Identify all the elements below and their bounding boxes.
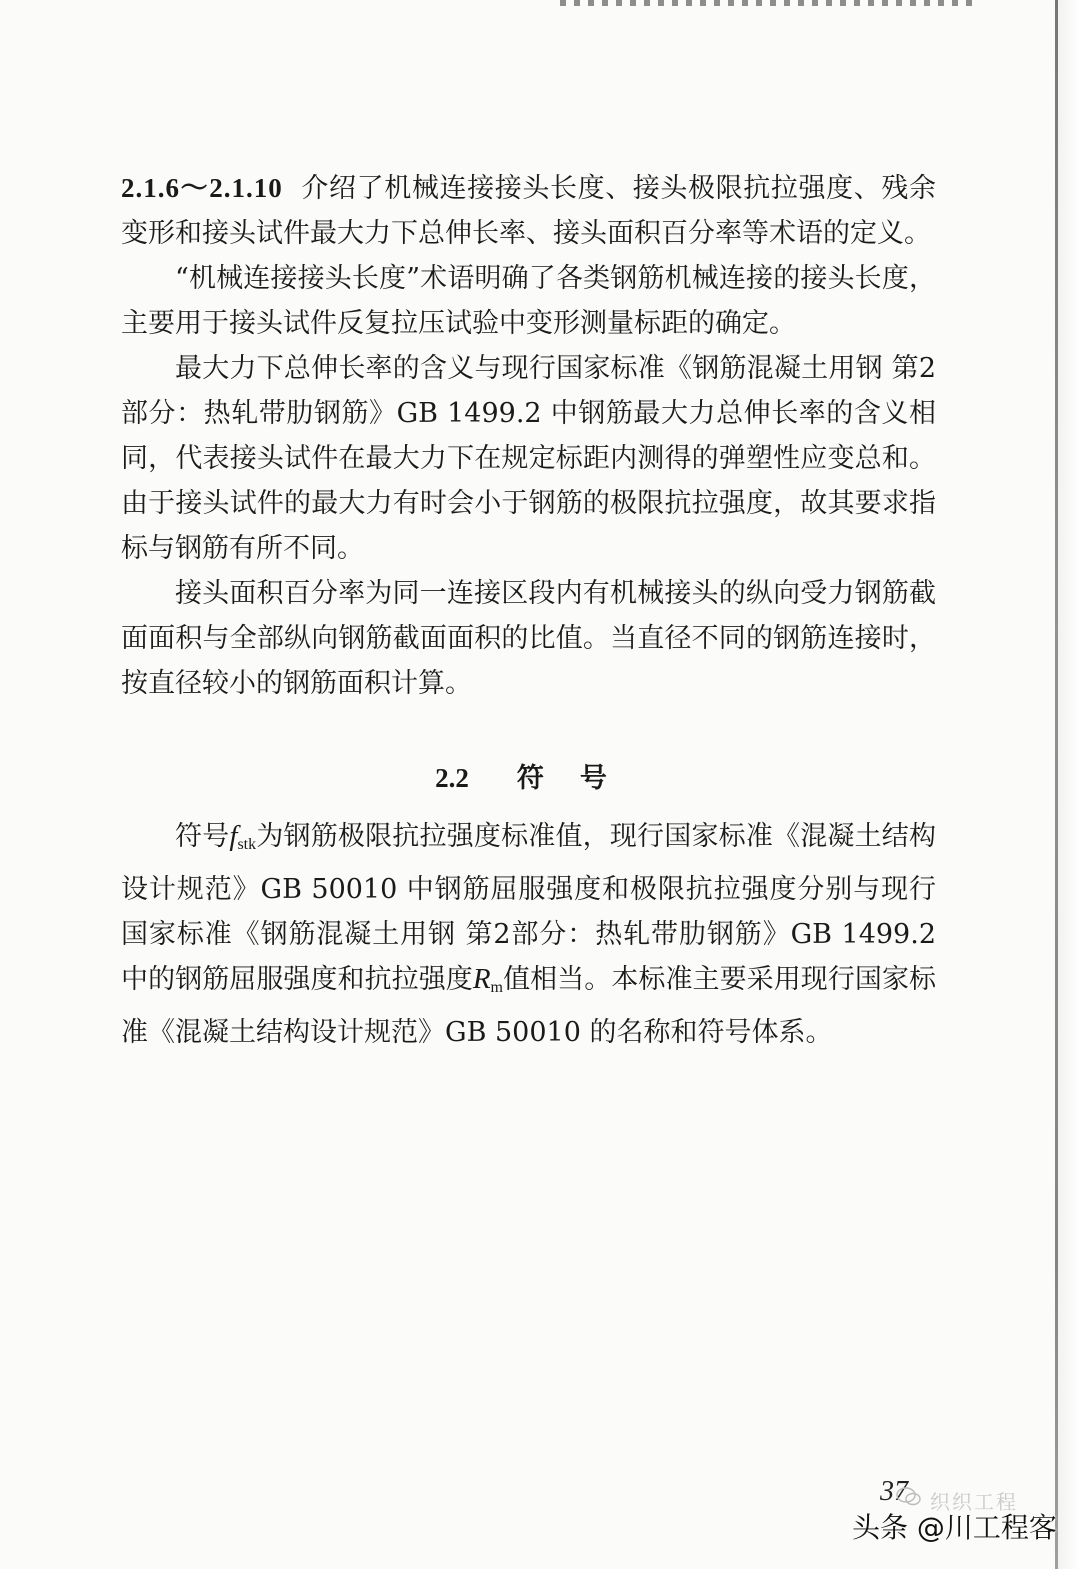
symbol-f-subscript: stk — [237, 836, 257, 853]
watermark-text: 头条 @川工程客 — [852, 1511, 1057, 1544]
symbols-block — [121, 814, 936, 1055]
scan-margin-right — [1058, 0, 1080, 1569]
symbol-r: R — [472, 963, 491, 995]
section-title-char-2: 号 — [579, 763, 607, 794]
symbols-paragraph — [121, 814, 936, 1055]
symbols-text-part-2: 值相当。本标准主要采用现行国家标准《混凝土结构设计规范》GB 50010 的名称和符号体系。 — [121, 964, 937, 1048]
paragraph-joint-length: “机械连接接头长度”术语明确了各类钢筋机械连接的接头长度，主要用于接头试件反复拉压试验中变形测量标距的确定。 — [121, 263, 936, 339]
section-heading — [0, 756, 1060, 795]
paragraph-elongation: 最大力下总伸长率的含义与现行国家标准《钢筋混凝土用钢 第2部分：热轧带肋钢筋》GB 1499.2 中钢筋最大力总伸长率的含义相同，代表接头试件在最大力下在规定标距内测得的弹塑性应变总和。由于接头试件的最大力有时会小于钢筋的极限抗拉强度，故其要求指标与钢筋有所不同。 — [121, 353, 936, 564]
symbol-f: f — [229, 820, 238, 852]
section-title-char-1: 符 — [516, 763, 544, 794]
body-text-block — [121, 166, 936, 706]
page-number: 37 — [880, 1476, 908, 1507]
paragraph-area-percentage: 接头面积百分率为同一连接区段内有机械接头的纵向受力钢筋截面面积与全部纵向钢筋截面面积的比值。当直径不同的钢筋连接时，按直径较小的钢筋面积计算。 — [121, 578, 936, 699]
symbols-lead: 符号 — [175, 821, 230, 852]
clause-intro: 介绍了机械连接接头长度、接头极限抗拉强度、残余变形和接头试件最大力下总伸长率、接头面积百分率等术语的定义。 — [121, 173, 937, 249]
watermark — [852, 1504, 1057, 1548]
clause-paragraph — [121, 166, 936, 256]
symbol-r-subscript: m — [490, 979, 503, 996]
watermark-ghost-text: 织织工程 — [930, 1490, 1018, 1514]
clause-number: 2.1.6～2.1.10 — [121, 173, 283, 203]
scan-artifact-top — [560, 0, 980, 6]
section-number: 2.2 — [435, 763, 469, 793]
symbols-text-part-1: 为钢筋极限抗拉强度标准值，现行国家标准《混凝土结构设计规范》GB 50010 中钢筋屈服强度和极限抗拉强度分别与现行国家标准《钢筋混凝土用钢 第2部分：热轧带肋钢筋》GB 1499.2 中的钢筋屈服强度和抗拉强度 — [121, 821, 936, 995]
